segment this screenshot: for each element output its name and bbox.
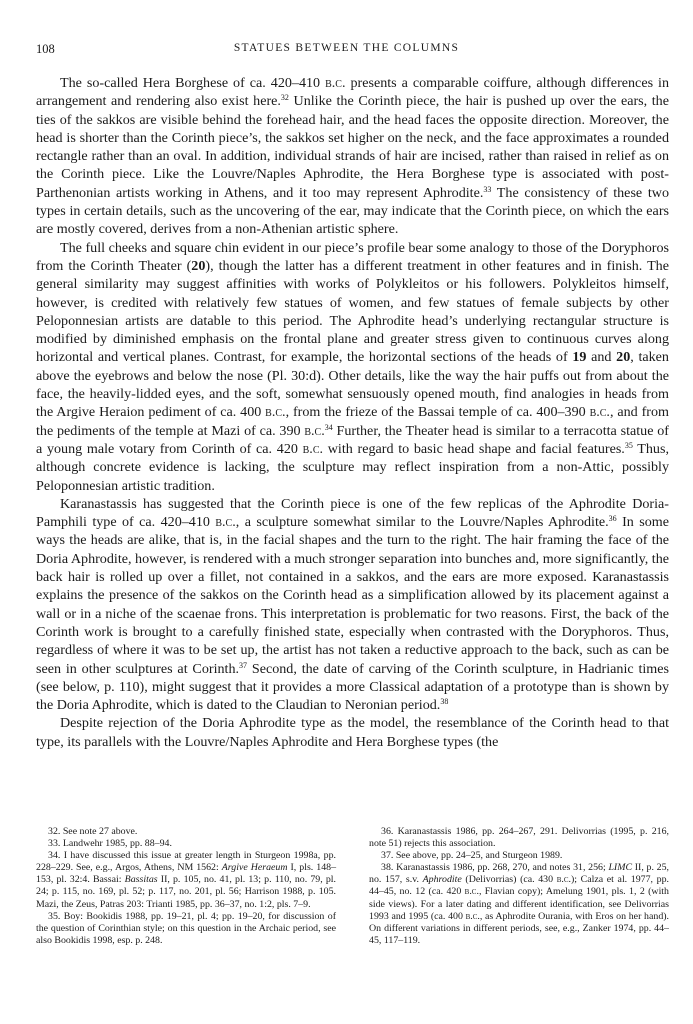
footnote-36: 36. Karanastassis 1986, pp. 264–267, 291. Delivorrias (1995, p. 216, note 51) rejects this association. [369, 826, 669, 850]
footnote-ref: 34 [324, 422, 333, 432]
main-text [36, 74, 669, 751]
footnotes-left-column [36, 826, 336, 947]
running-title: STATUES BETWEEN THE COLUMNS [233, 42, 460, 54]
footnotes [36, 826, 669, 947]
paragraph-1: The so-called Hera Borghese of ca. 420–410 b.c. presents a comparable coiffure, although differences in arrangement and rendering also exist here.$^{32}$ Unlike the Corinth piece, the hair is pushed up over the ears, the ties of the sakkos are visible behind the forehead hair, and the head faces the opposite direction. Moreover, the head is shorter than the Corinth piece’s, the sakkos set higher on the neck, and the face approximates a rounded rectangle rather than an oval. In addition, individual strands of hair are incised, rather than raised in relief as on the Corinth piece. Like the Louvre/Naples Aphrodite, the Hera Borghese type is associated with post-Parthenonian artists working in Athens, and it too may represent Aphrodite.$^{33}$ The consistency of these two types in certain details, such as the uncovering of the ear, may indicate that the Corinth piece, on which the ears are mostly covered, derives from a non-Athenian artistic sphere. [36, 75, 669, 238]
footnote-35: 35. Boy: Bookidis 1988, pp. 19–21, pl. 4; pp. 19–20, for discussion of the question of Corinthian style; on this question in the Archaic period, see also Bookidis 1998, esp. p. 248. [36, 910, 336, 946]
catalog-ref: 19 [572, 349, 587, 366]
paragraph-4: Despite rejection of the Doria Aphrodite type as the model, the resemblance of the Corinth head to that type, its parallels with the Louvre/Naples Aphrodite and Hera Borghese types (the [36, 715, 669, 750]
footnote-ref: 38 [440, 697, 449, 707]
footnote-37: 37. See above, pp. 24–25, and Sturgeon 1989. [381, 850, 563, 862]
footnote-ref: 33 [483, 184, 492, 194]
footnote-38: 38. Karanastassis 1986, pp. 268, 270, and notes 31, 256; LIMC II, p. 25, no. 157, s.v. Aphrodite (Delivorrias) (ca. 430 b.c.); Calza et al. 1977, pp. 44–45, no. 12 (ca. 420 b.c., Flavian copy); Amelung 1901, pls. 1, 2 (with side views). For a later dating and different identification, see Delivorrias 1993 and 1995 (ca. 400 b.c., as Aphrodite Ourania, with Eros on her hand). On different variations in different periods, see, e.g., Zanker 1974, pp. 44–45, 117–119. [369, 862, 670, 946]
page-number: 108 [36, 42, 55, 56]
paragraph-2: The full cheeks and square chin evident in our piece’s profile bear some analogy to those of the Doryphoros from the Corinth Theater (20), though the latter has a different treatment in other features and in finish. The general similarity may suggest affinities with works of Polykleitos or his followers. Polykleitos himself, however, is credited with relatively few statues of women, and few statues of female subjects by other Peloponnesian artists are datable to this period. The Aphrodite head’s underlying rectangular structure is modified by diminished emphasis on the frontal plane and greater stress given to continuous curves along horizontal and vertical planes. Contrast, for example, the horizontal sections of the heads of 19 and 20, taken above the eyebrows and below the nose (Pl. 30:d). Other details, like the way the hair puffs out from about the face, the heavily-lidded eyes, and the soft, somewhat sensuously opened mouth, find analogies in heads from the Argive Heraion pediment of ca. 400 b.c., from the frieze of the Bassai temple of ca. 400–390 b.c., and from the pediments of the temple at Mazi of ca. 390 b.c.$^{34}$ Further, the Theater head is similar to a terracotta statue of a young male votary from Corinth of ca. 420 b.c. with regard to basic head shape and facial features.$^{35}$ Thus, although concrete evidence is lacking, the sculpture may reflect inspiration from a non-Attic, possibly Peloponnesian artistic tradition. [36, 239, 669, 494]
catalog-ref: 20 [191, 257, 206, 274]
footnote-33: 33. Landwehr 1985, pp. 88–94. [48, 838, 172, 850]
footnote-ref: 35 [624, 440, 633, 450]
footnote-ref: 36 [608, 514, 617, 524]
catalog-ref: 20 [616, 349, 631, 366]
footnote-32: 32. See note 27 above. [48, 826, 138, 837]
footnote-ref: 32 [280, 93, 289, 103]
paragraph-3: Karanastassis has suggested that the Corinth piece is one of the few replicas of the Aphrodite Doria-Pamphili type of ca. 420–410 b.c., a sculpture somewhat similar to the Louvre/Naples Aphrodite.$^{36}$ In some ways the heads are alike, that is, in the facial shapes and the turn to the right. The hair framing the face of the Doria Aphrodite, however, is rendered with a much stronger separation into bunches and, more significantly, the back hair is rolled up over a fillet, not contained in a sakkos, and the ears are more exposed. Karanastassis explains the presence of the sakkos on the Corinth head as a simplification allowed by its placement against a wall or in a niche of the scaenae frons. This interpretation is problematic for two reasons. First, the back of the Corinth work is brought to a carefully finished state, especially when contrasted with the Doryphoros. Thus, regardless of where it was to be set up, the artist has not taken a reductive approach to the back, such as can be seen in other sculptures at Corinth.$^{37}$ Second, the date of carving of the Corinth sculpture, in Hadrianic times (see below, p. 110), might suggest that it provides a more Classical adaptation of a prototype than is shown by the Doria Aphrodite, which is dated to the Claudian to Neronian period.$^{38}$ [36, 495, 669, 714]
footnote-ref: 37 [239, 660, 248, 670]
footnotes-right-column [369, 826, 669, 947]
footnote-34: 34. I have discussed this issue at greater length in Sturgeon 1998a, pp. 228–229. See, e.g., Argos, Athens, NM 1562: Argive Heraeum I, pls. 148–153, pl. 32:4. Bassai: Bassitas II, p. 105, no. 41, pl. 13; p. 110, no. 79, pl. 24; p. 115, no. 169, pl. 52; p. 117, no. 201, pl. 56; Harrison 1988, p. 105. Mazi, the Zeus, Patras 203: Trianti 1985, pp. 36–37, no. 1:2, pls. 7–9. [36, 850, 337, 910]
